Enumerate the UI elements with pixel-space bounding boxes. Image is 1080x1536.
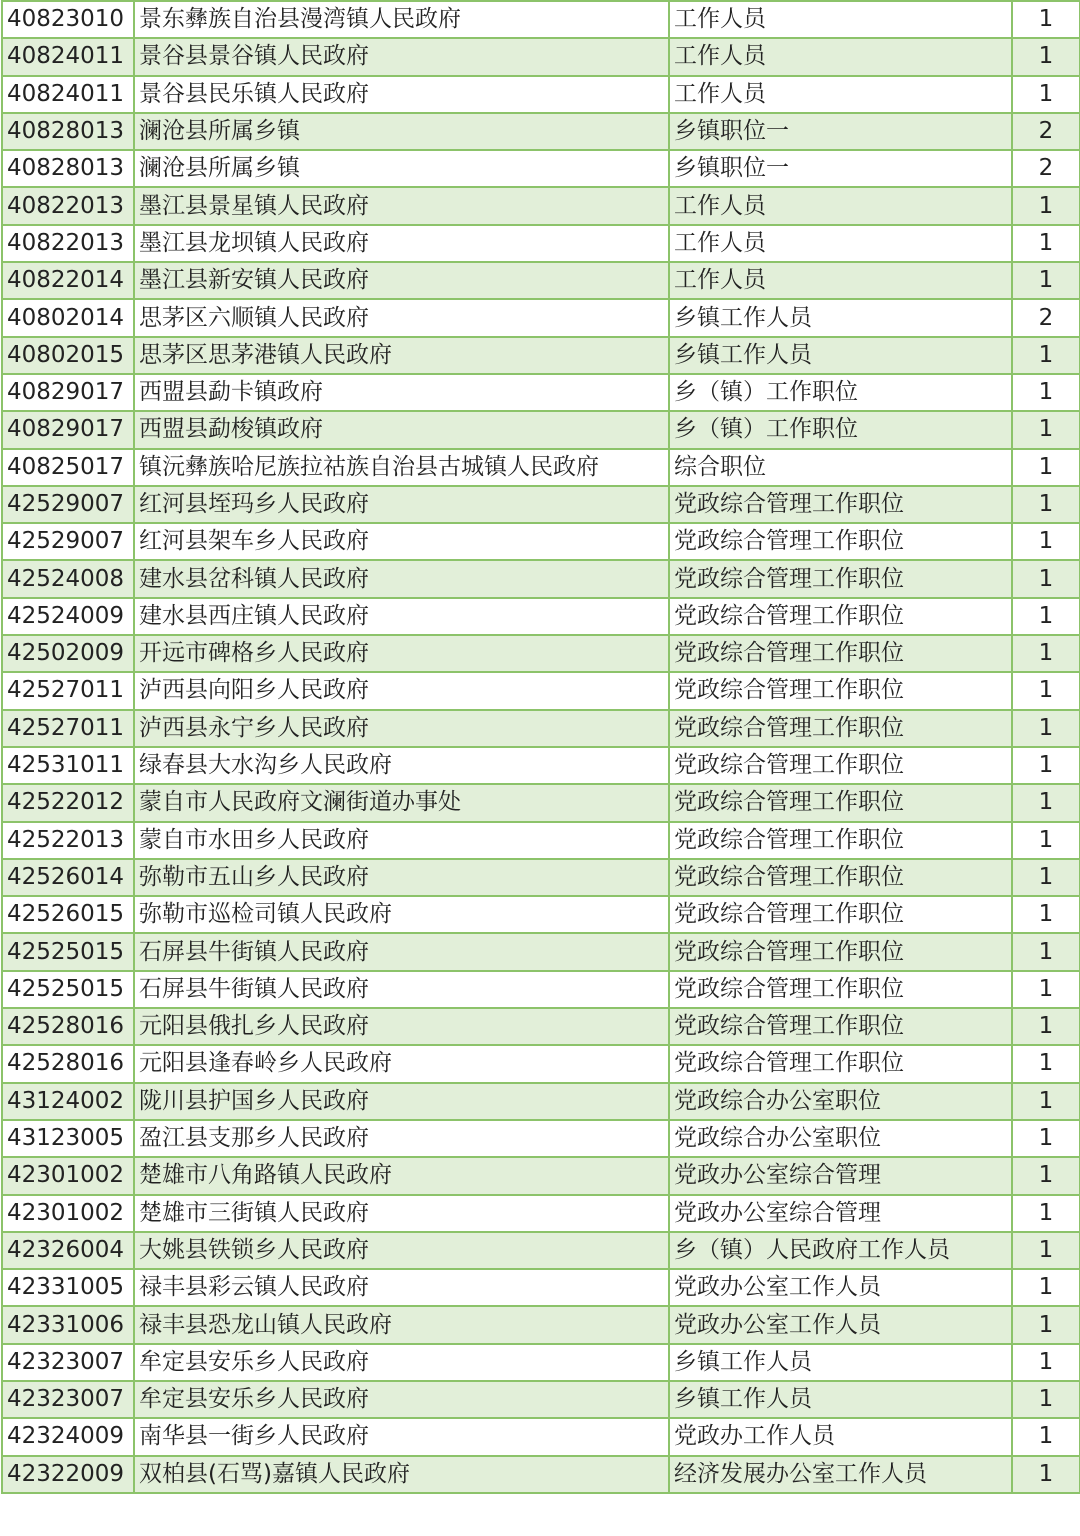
- table-body: [2, 1, 1080, 1493]
- position-code-cell: 42324009: [2, 1418, 134, 1455]
- table-row: [2, 1045, 1080, 1082]
- organization-cell: 澜沧县所属乡镇: [134, 150, 669, 187]
- position-code-cell: 42526014: [2, 859, 134, 896]
- headcount-cell: 1: [1012, 859, 1080, 896]
- table-row: [2, 971, 1080, 1008]
- headcount-cell: 1: [1012, 1344, 1080, 1381]
- organization-cell: 墨江县新安镇人民政府: [134, 262, 669, 299]
- organization-cell: 牟定县安乐乡人民政府: [134, 1344, 669, 1381]
- position-code-cell: 40824011: [2, 76, 134, 113]
- organization-cell: 澜沧县所属乡镇: [134, 113, 669, 150]
- position-code-cell: 42529007: [2, 486, 134, 523]
- organization-cell: 墨江县龙坝镇人民政府: [134, 225, 669, 262]
- organization-cell: 西盟县勐卡镇政府: [134, 374, 669, 411]
- headcount-cell: 1: [1012, 971, 1080, 1008]
- position-name-cell: 工作人员: [669, 262, 1012, 299]
- position-code-cell: 43124002: [2, 1083, 134, 1120]
- position-name-cell: 党政综合管理工作职位: [669, 822, 1012, 859]
- position-code-cell: 40822013: [2, 187, 134, 224]
- position-code-cell: 42323007: [2, 1381, 134, 1418]
- position-name-cell: 党政综合办公室职位: [669, 1120, 1012, 1157]
- headcount-cell: 1: [1012, 1269, 1080, 1306]
- organization-cell: 双柏县(石骂)嘉镇人民政府: [134, 1456, 669, 1493]
- organization-cell: 楚雄市八角路镇人民政府: [134, 1157, 669, 1194]
- table-row: [2, 1008, 1080, 1045]
- table-row: [2, 560, 1080, 597]
- position-code-cell: 42525015: [2, 971, 134, 1008]
- position-code-cell: 40822014: [2, 262, 134, 299]
- table-row: [2, 1456, 1080, 1493]
- position-name-cell: 工作人员: [669, 225, 1012, 262]
- position-code-cell: 42331005: [2, 1269, 134, 1306]
- position-code-cell: 42529007: [2, 523, 134, 560]
- headcount-cell: 1: [1012, 710, 1080, 747]
- headcount-cell: 1: [1012, 560, 1080, 597]
- organization-cell: 景谷县民乐镇人民政府: [134, 76, 669, 113]
- headcount-cell: 1: [1012, 1418, 1080, 1455]
- position-name-cell: 党政办公室工作人员: [669, 1306, 1012, 1343]
- headcount-cell: 1: [1012, 1083, 1080, 1120]
- position-code-cell: 40828013: [2, 150, 134, 187]
- headcount-cell: 1: [1012, 672, 1080, 709]
- table-row: [2, 262, 1080, 299]
- table-row: [2, 747, 1080, 784]
- organization-cell: 景东彝族自治县漫湾镇人民政府: [134, 1, 669, 38]
- headcount-cell: 1: [1012, 411, 1080, 448]
- table-row: [2, 1344, 1080, 1381]
- position-name-cell: 党政综合管理工作职位: [669, 710, 1012, 747]
- position-code-cell: 42323007: [2, 1344, 134, 1381]
- position-code-cell: 40802015: [2, 337, 134, 374]
- organization-cell: 镇沅彝族哈尼族拉祜族自治县古城镇人民政府: [134, 449, 669, 486]
- position-name-cell: 党政综合管理工作职位: [669, 896, 1012, 933]
- table-row: [2, 1, 1080, 38]
- position-code-cell: 40822013: [2, 225, 134, 262]
- headcount-cell: 1: [1012, 337, 1080, 374]
- headcount-cell: 1: [1012, 1045, 1080, 1082]
- position-name-cell: 工作人员: [669, 38, 1012, 75]
- table-row: [2, 374, 1080, 411]
- position-code-cell: 42528016: [2, 1045, 134, 1082]
- table-row: [2, 38, 1080, 75]
- position-code-cell: 42527011: [2, 672, 134, 709]
- organization-cell: 南华县一街乡人民政府: [134, 1418, 669, 1455]
- table-row: [2, 225, 1080, 262]
- position-name-cell: 乡（镇）工作职位: [669, 374, 1012, 411]
- position-code-cell: 40829017: [2, 374, 134, 411]
- position-code-cell: 43123005: [2, 1120, 134, 1157]
- headcount-cell: 1: [1012, 1008, 1080, 1045]
- headcount-cell: 1: [1012, 1306, 1080, 1343]
- table-row: [2, 1306, 1080, 1343]
- position-name-cell: 党政综合管理工作职位: [669, 971, 1012, 1008]
- position-name-cell: 党政综合管理工作职位: [669, 784, 1012, 821]
- headcount-cell: 1: [1012, 486, 1080, 523]
- position-name-cell: 党政综合管理工作职位: [669, 933, 1012, 970]
- table-row: [2, 784, 1080, 821]
- position-code-cell: 42331006: [2, 1306, 134, 1343]
- position-code-cell: 42527011: [2, 710, 134, 747]
- position-name-cell: 乡镇职位一: [669, 150, 1012, 187]
- headcount-cell: 1: [1012, 225, 1080, 262]
- headcount-cell: 1: [1012, 1195, 1080, 1232]
- organization-cell: 建水县岔科镇人民政府: [134, 560, 669, 597]
- headcount-cell: 1: [1012, 1381, 1080, 1418]
- table-row: [2, 113, 1080, 150]
- table-row: [2, 523, 1080, 560]
- position-name-cell: 综合职位: [669, 449, 1012, 486]
- position-code-cell: 42525015: [2, 933, 134, 970]
- table-row: [2, 933, 1080, 970]
- table-row: [2, 299, 1080, 336]
- table-row: [2, 449, 1080, 486]
- position-code-cell: 42326004: [2, 1232, 134, 1269]
- position-code-cell: 42524009: [2, 598, 134, 635]
- table-row: [2, 710, 1080, 747]
- headcount-cell: 1: [1012, 635, 1080, 672]
- position-code-cell: 42301002: [2, 1195, 134, 1232]
- organization-cell: 禄丰县恐龙山镇人民政府: [134, 1306, 669, 1343]
- table-row: [2, 598, 1080, 635]
- position-name-cell: 乡（镇）人民政府工作人员: [669, 1232, 1012, 1269]
- headcount-cell: 2: [1012, 113, 1080, 150]
- headcount-cell: 1: [1012, 896, 1080, 933]
- organization-cell: 思茅区六顺镇人民政府: [134, 299, 669, 336]
- organization-cell: 石屏县牛街镇人民政府: [134, 971, 669, 1008]
- headcount-cell: 1: [1012, 38, 1080, 75]
- organization-cell: 景谷县景谷镇人民政府: [134, 38, 669, 75]
- table-row: [2, 1269, 1080, 1306]
- position-name-cell: 党政办公室综合管理: [669, 1195, 1012, 1232]
- table-row: [2, 486, 1080, 523]
- table-row: [2, 1083, 1080, 1120]
- position-name-cell: 工作人员: [669, 76, 1012, 113]
- table-row: [2, 187, 1080, 224]
- position-name-cell: 工作人员: [669, 187, 1012, 224]
- position-code-cell: 40825017: [2, 449, 134, 486]
- headcount-cell: 1: [1012, 822, 1080, 859]
- organization-cell: 蒙自市人民政府文澜街道办事处: [134, 784, 669, 821]
- organization-cell: 弥勒市五山乡人民政府: [134, 859, 669, 896]
- headcount-cell: 1: [1012, 784, 1080, 821]
- table-row: [2, 859, 1080, 896]
- table-row: [2, 822, 1080, 859]
- position-code-cell: 42322009: [2, 1456, 134, 1493]
- position-name-cell: 党政办工作人员: [669, 1418, 1012, 1455]
- organization-cell: 泸西县向阳乡人民政府: [134, 672, 669, 709]
- headcount-cell: 1: [1012, 933, 1080, 970]
- position-name-cell: 党政综合管理工作职位: [669, 635, 1012, 672]
- position-code-cell: 42522013: [2, 822, 134, 859]
- position-name-cell: 乡（镇）工作职位: [669, 411, 1012, 448]
- organization-cell: 牟定县安乐乡人民政府: [134, 1381, 669, 1418]
- position-code-cell: 40828013: [2, 113, 134, 150]
- position-code-cell: 40824011: [2, 38, 134, 75]
- position-name-cell: 党政综合办公室职位: [669, 1083, 1012, 1120]
- organization-cell: 盈江县支那乡人民政府: [134, 1120, 669, 1157]
- table-row: [2, 76, 1080, 113]
- organization-cell: 大姚县铁锁乡人民政府: [134, 1232, 669, 1269]
- position-name-cell: 党政综合管理工作职位: [669, 1008, 1012, 1045]
- table-row: [2, 635, 1080, 672]
- position-code-cell: 42526015: [2, 896, 134, 933]
- position-name-cell: 党政综合管理工作职位: [669, 523, 1012, 560]
- position-name-cell: 乡镇工作人员: [669, 1344, 1012, 1381]
- position-code-cell: 42522012: [2, 784, 134, 821]
- position-name-cell: 乡镇工作人员: [669, 1381, 1012, 1418]
- position-name-cell: 党政综合管理工作职位: [669, 560, 1012, 597]
- position-code-cell: 40829017: [2, 411, 134, 448]
- table-row: [2, 1157, 1080, 1194]
- headcount-cell: 2: [1012, 299, 1080, 336]
- table-row: [2, 1120, 1080, 1157]
- position-code-cell: 42528016: [2, 1008, 134, 1045]
- organization-cell: 墨江县景星镇人民政府: [134, 187, 669, 224]
- position-name-cell: 党政综合管理工作职位: [669, 1045, 1012, 1082]
- organization-cell: 陇川县护国乡人民政府: [134, 1083, 669, 1120]
- table-row: [2, 1381, 1080, 1418]
- position-name-cell: 经济发展办公室工作人员: [669, 1456, 1012, 1493]
- position-code-cell: 40802014: [2, 299, 134, 336]
- table-row: [2, 337, 1080, 374]
- headcount-cell: 1: [1012, 76, 1080, 113]
- headcount-cell: 1: [1012, 449, 1080, 486]
- organization-cell: 思茅区思茅港镇人民政府: [134, 337, 669, 374]
- organization-cell: 红河县架车乡人民政府: [134, 523, 669, 560]
- position-code-cell: 42301002: [2, 1157, 134, 1194]
- position-name-cell: 党政综合管理工作职位: [669, 598, 1012, 635]
- organization-cell: 绿春县大水沟乡人民政府: [134, 747, 669, 784]
- organization-cell: 元阳县逢春岭乡人民政府: [134, 1045, 669, 1082]
- headcount-cell: 1: [1012, 1157, 1080, 1194]
- headcount-cell: 1: [1012, 187, 1080, 224]
- organization-cell: 西盟县勐梭镇政府: [134, 411, 669, 448]
- table-row: [2, 150, 1080, 187]
- organization-cell: 蒙自市水田乡人民政府: [134, 822, 669, 859]
- headcount-cell: 1: [1012, 598, 1080, 635]
- organization-cell: 楚雄市三街镇人民政府: [134, 1195, 669, 1232]
- headcount-cell: 2: [1012, 150, 1080, 187]
- headcount-cell: 1: [1012, 1, 1080, 38]
- organization-cell: 弥勒市巡检司镇人民政府: [134, 896, 669, 933]
- headcount-cell: 1: [1012, 1120, 1080, 1157]
- organization-cell: 开远市碑格乡人民政府: [134, 635, 669, 672]
- positions-table: [1, 0, 1080, 1494]
- table-row: [2, 672, 1080, 709]
- position-name-cell: 乡镇职位一: [669, 113, 1012, 150]
- position-name-cell: 党政综合管理工作职位: [669, 486, 1012, 523]
- position-name-cell: 工作人员: [669, 1, 1012, 38]
- table-row: [2, 1418, 1080, 1455]
- position-name-cell: 乡镇工作人员: [669, 299, 1012, 336]
- position-code-cell: 42502009: [2, 635, 134, 672]
- table-row: [2, 1195, 1080, 1232]
- position-name-cell: 乡镇工作人员: [669, 337, 1012, 374]
- headcount-cell: 1: [1012, 523, 1080, 560]
- position-name-cell: 党政综合管理工作职位: [669, 672, 1012, 709]
- organization-cell: 红河县垤玛乡人民政府: [134, 486, 669, 523]
- headcount-cell: 1: [1012, 262, 1080, 299]
- organization-cell: 元阳县俄扎乡人民政府: [134, 1008, 669, 1045]
- table-row: [2, 896, 1080, 933]
- organization-cell: 石屏县牛街镇人民政府: [134, 933, 669, 970]
- table-row: [2, 411, 1080, 448]
- position-name-cell: 党政综合管理工作职位: [669, 859, 1012, 896]
- organization-cell: 泸西县永宁乡人民政府: [134, 710, 669, 747]
- organization-cell: 禄丰县彩云镇人民政府: [134, 1269, 669, 1306]
- position-code-cell: 40823010: [2, 1, 134, 38]
- organization-cell: 建水县西庄镇人民政府: [134, 598, 669, 635]
- position-name-cell: 党政综合管理工作职位: [669, 747, 1012, 784]
- headcount-cell: 1: [1012, 1456, 1080, 1493]
- headcount-cell: 1: [1012, 1232, 1080, 1269]
- position-name-cell: 党政办公室综合管理: [669, 1157, 1012, 1194]
- headcount-cell: 1: [1012, 374, 1080, 411]
- position-code-cell: 42531011: [2, 747, 134, 784]
- table-row: [2, 1232, 1080, 1269]
- headcount-cell: 1: [1012, 747, 1080, 784]
- position-code-cell: 42524008: [2, 560, 134, 597]
- position-name-cell: 党政办公室工作人员: [669, 1269, 1012, 1306]
